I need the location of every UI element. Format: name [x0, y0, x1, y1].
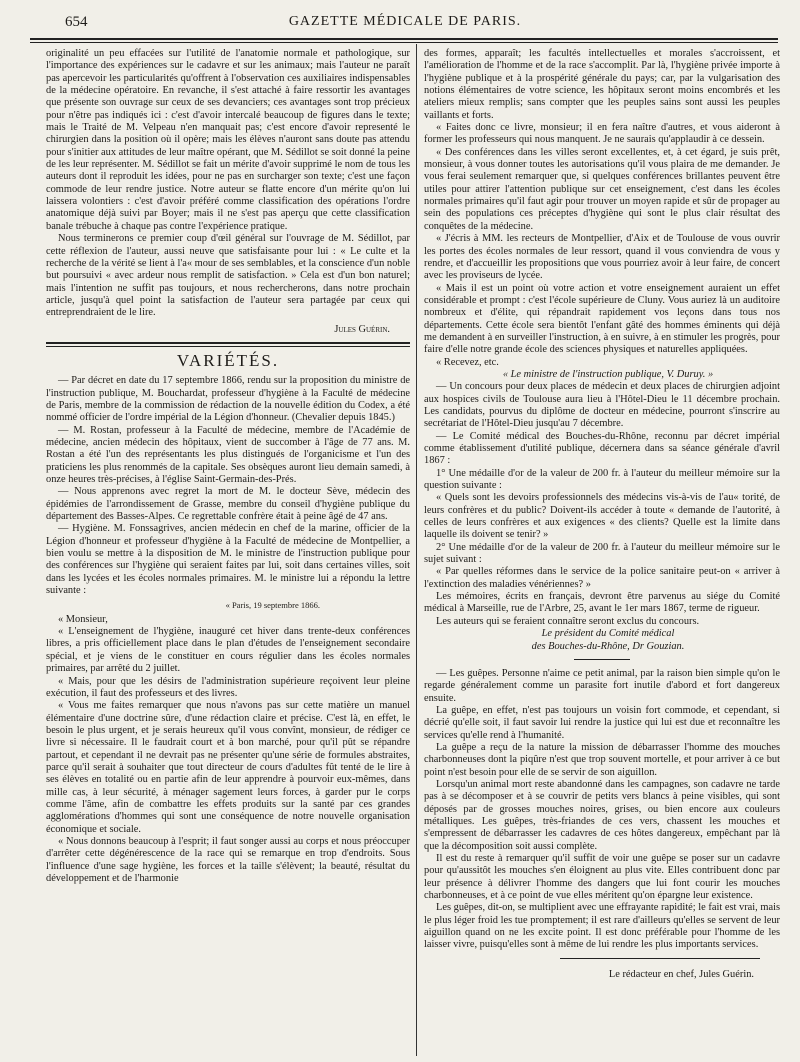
news-item: — Le Comité médical des Bouches-du-Rhône, reconnu par décret impérial comme établissement d'utilité publique, décernera dans sa séance générale d'avril 1867 :: [424, 430, 780, 467]
paragraph: Lorsqu'un animal mort reste abandonné dans les campagnes, son cadavre ne tarde pas à se décomposer et à se couvrir de petits vers blancs à peine visibles, qui sont déposés par de grosses mouches noires, grises, ou bien encore aux couleurs métalliques. Les guêpes, très-friandes de ces vers, chassent les mouches et s'empressent de débarrasser les cadavres de ces hôtes dangereux, empêchant par là que la décomposition soit aussi complète.: [424, 778, 780, 852]
section-title: VARIÉTÉS.: [176, 350, 280, 370]
prize-item: 2° Une médaille d'or de la valeur de 200 fr. à l'auteur du meilleur mémoire sur le sujet suivant :: [424, 541, 780, 566]
paragraph: La guêpe, en effet, n'est pas toujours un voisin fort commode, et cependant, si décrié qu'elle soit, il faut savoir lui rendre la justice qui lui est due et reconnaître les services qu'elle rend à l'humanité.: [424, 704, 780, 741]
letter-paragraph: « Mais, pour que les désirs de l'administration supérieure reçoivent leur pleine exécution, il faut des professeurs et des livres.: [46, 675, 410, 699]
paragraph: Nous terminerons ce premier coup d'œil général sur l'ouvrage de M. Sédillot, par cette réflexion de l'auteur, aussi neuve que satisfaisante pour lui : « Le culte et la recherche de la vérité se lient à l'a« mour de ses semblables, et la conscience d'un noble but poursuivi « avec ardeur nous remplit de satisfaction. » Cela est d'un bon naturel; mais l'intention ne suffit pas toujours, et nous rechercherons, dans notre prochain article, jusqu'à quel point la satisfaction de l'auteur sera partagée par ceux qui entreprendraient de le lire.: [46, 233, 410, 319]
signature: Jules Guérin.: [334, 323, 390, 335]
news-item: — M. Rostan, professeur à la Faculté de médecine, membre de l'Académie de médecine, ancien médecin des hôpitaux, vient de succomber à l'âge de 77 ans. M. Rostan a été l'un des représentants les plus distingués de l'organicisme et l'un des praticiens les plus renommés de la capitale. Ses obsèques auront lieu demain samedi, à onze heures très-précises, à l'église Saint-Germain-des-Prés.: [46, 424, 410, 485]
page-header: [30, 14, 780, 36]
paragraph: Les mémoires, écrits en français, devront être parvenus au siége du Comité médical à Marseille, rue de l'Arbre, 25, avant le 1er mars 1867, terme de rigueur.: [424, 591, 780, 615]
letter-paragraph: « Nous donnons beaucoup à l'esprit; il faut songer aussi au corps et nous préoccuper d'arrêter cette dégénérescence de la race qui se remarque en trop d'endroits. Sous l'influence d'une sage hygiène, les forces et la taille s'élèvent; la beauté, résultat du développement et de l'harmonie: [46, 835, 410, 884]
news-item: — Hygiène. M. Fonssagrives, ancien médecin en chef de la marine, officier de la Légion d'honneur et professeur d'hygiène à la Faculté de médecine de Montpellier, a bien voulu se mettre à la disposition de M. le ministre de l'instruction publique pour des conférences sur l'hygiène qui seraient faites par lui, soit dans certaines villes, soit dans les lycées et les écoles normales primaires. M. le ministre lui a répondu la lettre suivante :: [46, 523, 410, 597]
paragraph: Il est du reste à remarquer qu'il suffit de voir une guêpe se poser sur un cadavre pour qu'aussitôt les mouches s'en éloignent au plus vite. Elles contribuent donc par leur présence à délivrer l'homme des dangers que lui font courir les mouches charbonneuses, et à ce point de vue elles méritent qu'on épargne leur existence.: [424, 853, 780, 902]
page-number: 654: [65, 14, 88, 30]
separator-rule: [574, 659, 630, 660]
prize-question: « Par quelles réformes dans le service de la police sanitaire peut-on « arriver à l'extinction des maladies vénériennes? »: [424, 566, 780, 590]
paragraph: La guêpe a reçu de la nature la mission de débarrasser l'homme des mouches charbonneuses dont la piqûre n'est que trop souvent mortelle, et pour arriver à ce but point n'est besoin pour elle de se servir de son aiguillon.: [424, 741, 780, 778]
prize-question: « Quels sont les devoirs professionnels des médecins vis-à-vis de l'au« torité, de leurs confrères et du public? Doivent-ils accéder à toute « demande de l'autorité, à celles de leurs confrères et aux exigences « des clients? Quelle est la limite dans laquelle ils doivent se tenir? »: [424, 492, 780, 541]
signature-line: Le président du Comité médical: [541, 628, 675, 640]
header-rule: [30, 38, 778, 40]
section-rule-thin: [46, 346, 410, 347]
letter-salutation: « Monsieur,: [58, 613, 108, 625]
letter-paragraph: « J'écris à MM. les recteurs de Montpellier, d'Aix et de Toulouse de vous ouvrir les portes des écoles normales de leur ressort, quand il vous conviendra de vous y rendre, et d'accueillir les propositions que vous pourriez avoir à leur faire, de concert avec les proviseurs de lycée.: [424, 233, 780, 282]
letter-signature: « Le ministre de l'instruction publique, V. Duruy. »: [502, 368, 714, 380]
paragraph: originalité un peu effacées sur l'utilité de l'anatomie normale et pathologique, sur l'importance des expériences sur le cadavre et sur les animaux; mais l'auteur ne paraît pas apercevoir les particularités qu'offrent à l'observation ces auxiliaires indispensables de la médecine opératoire. En revanche, il s'est attaché à faire ressortir les avantages que présente son ouvrage sur ceux de ses devanciers; ces avantages sont trop précieux pour n'être pas indiqués ici : c'est d'avoir intercalé beaucoup de figures dans le texte; mais le Traité de M. Velpeau n'en manquait pas; c'est encore d'avoir representé le chirurgien dans la position où il opère; mais les élèves n'auront sans doute pas attendu pour s'initier aux attitudes de leur maître opérant, que M. Sédillot se soit donné la peine de les leur représenter. M. Sédillot se fait un mérite d'avoir supprimé le nom de tous les auteurs dont il reproduit les idées, pour ne pas en surcharger son texte; c'est une façon commode de leur rendre justice. Notre auteur se flatte encore d'un mérite qu'on lui laissera volontiers : c'est d'avoir préféré comme classification des opérations l'ordre anatomique déjà suivi par Boyer; mais il ne s'est pas aperçu que cette classification banale trébuche à chaque pas contre l'expérience pratique.: [46, 48, 410, 232]
news-item: — Nous apprenons avec regret la mort de M. le docteur Sève, médecin des épidémies de l'arrondissement de Grasse, membre du conseil d'hygiène publique du département des Basses-Alpes. Ce regrettable confrère était à peine âgé de 47 ans.: [46, 486, 410, 523]
news-item: — Par décret en date du 17 septembre 1866, rendu sur la proposition du ministre de l'instruction publique, M. Bouchardat, professeur d'hygiène à la Faculté de médecine de Paris, membre de la commission de rédaction de la nouvelle édition du Codex, a été nommé officier de l'ordre impérial de la Légion d'honneur. (Chevalier depuis 1845.): [46, 375, 410, 424]
paragraph: Les guêpes, dit-on, se multiplient avec une effrayante rapidité; le fait est vrai, mais le plus léger froid les tue promptement; il est rare d'ailleurs qu'elles se servent de leur aiguillon quand on ne les excite point. Il est donc préférable pour l'homme de les laisser vivre, puisqu'elles sont à même de lui rendre les plus importants services.: [424, 902, 780, 951]
right-column: [424, 48, 780, 981]
letter-paragraph: « Faites donc ce livre, monsieur; il en fera naître d'autres, et vous aideront à former les professeurs qui nous manquent. Je ne saurais qu'applaudir à ce dessein.: [424, 122, 780, 146]
column-divider: [416, 44, 417, 1056]
left-column: [46, 48, 410, 885]
letter-paragraph: « Mais il est un point où votre action et votre enseignement auraient un effet considérable et prompt : c'est l'école supérieure de Cluny. Vous auriez là un auditoire nombreux et d'élite, qui répandrait rapidement vos leçons dans tous nos départements. Cette école sera bientôt l'enfant gâté des hommes éminents qui déjà me demandent à en surveiller l'instruction, à en suivre, à en stimuler les progrès, pour faire d'elle notre grande école des sciences physiques et naturelles appliquées.: [424, 282, 780, 356]
running-title: GAZETTE MÉDICALE DE PARIS.: [288, 14, 522, 29]
section-rule: [46, 342, 410, 344]
letter-paragraph: « Vous me faites remarquer que nous n'avons pas sur cette matière un manuel élémentaire d'une doctrine sûre, d'une rédaction claire et précise. C'est là, en effet, le besoin le plus urgent, et je serais heureux qu'il vous convînt, monsieur, de rédiger ce livre si nécessaire. Il le faudrait court et à bon marché, pour qu'il pût se répandre partout, et cependant il ne devrait pas ne présenter qu'une série de formules abstraites, parce qu'il serait à souhaiter que tout directeur de cours d'adultes fût tenté de le lire à ses élèves en totalité ou en partie afin de leur apprendre à pourvoir eux-mêmes, dans mille cas, à leur sécurité, à ménager sagement leurs forces, à garder pur le corps comme l'âme, afin de combattre les effets produits sur la santé par ces grandes agglomérations d'hommes qui sont une conséquence de notre nouvelle organisation économique et sociale.: [46, 700, 410, 835]
news-item: — Les guêpes. Personne n'aime ce petit animal, par la raison bien simple qu'on le regarde généralement comme un parasite fort inutile d'abord et fort dangereux ensuite.: [424, 667, 780, 704]
editor-signature: Le rédacteur en chef, Jules Guérin.: [608, 968, 754, 980]
letter-date: « Paris, 19 septembre 1866.: [225, 600, 320, 611]
prize-item: 1° Une médaille d'or de la valeur de 200 fr. à l'auteur du meilleur mémoire sur la question suivante :: [424, 467, 780, 492]
signature-line: des Bouches-du-Rhône, Dr Gouzian.: [531, 640, 685, 652]
letter-paragraph: « Des conférences dans les villes seront excellentes, et, à cet égard, je suis prêt, monsieur, à vous donner toutes les autorisations qu'il vous plaira de me demander. Je vous ferai seulement remarquer que, si quelques conférences brillantes peuvent être utiles pour attirer l'attention publique sur cet enseignement, c'est dans les écoles normales primaires qu'il faut agir pour trouver un moyen rapide et sûr de propager au sein des populations ces préceptes d'hygiène qui sont le plus clair résultat des conquêtes de la médecine.: [424, 146, 780, 232]
paragraph: Les auteurs qui se feraient connaître seront exclus du concours.: [436, 615, 700, 627]
letter-closing: « Recevez, etc.: [436, 356, 499, 368]
news-item: — Un concours pour deux places de médecin et deux places de chirurgien adjoint aux hospices civils de Toulouse aura lieu à l'Hôtel-Dieu le 11 décembre prochain. Les candidats, pourvus du diplôme de docteur en médecine, pourront s'inscrire au secrétariat de l'Hôtel-Dieu jusqu'au 7 décembre.: [424, 381, 780, 430]
letter-paragraph: des formes, apparaît; les facultés intellectuelles et morales s'accroissent, et l'amélioration de l'homme et de la race s'accomplit. Par là, l'hygiène privée importe à l'hygiène publique et à la prospérité générale du pays; car, par la vulgarisation des notions élémentaires de votre science, les hôpitaux seront moins encombrés et les ateliers mieux remplis; sans compter que les peuples sains sont aussi les peuples vaillants et forts.: [424, 48, 780, 121]
letter-paragraph: « L'enseignement de l'hygiène, inauguré cet hiver dans trente-deux conférences libres, a pris officiellement place dans le plan d'études de l'enseignement secondaire spécial, et je viens de le constituer en cours régulier dans les écoles normales primaires, par arrêté du 2 juillet.: [46, 626, 410, 675]
header-rule-thin: [30, 42, 778, 43]
separator-rule: [560, 958, 760, 959]
